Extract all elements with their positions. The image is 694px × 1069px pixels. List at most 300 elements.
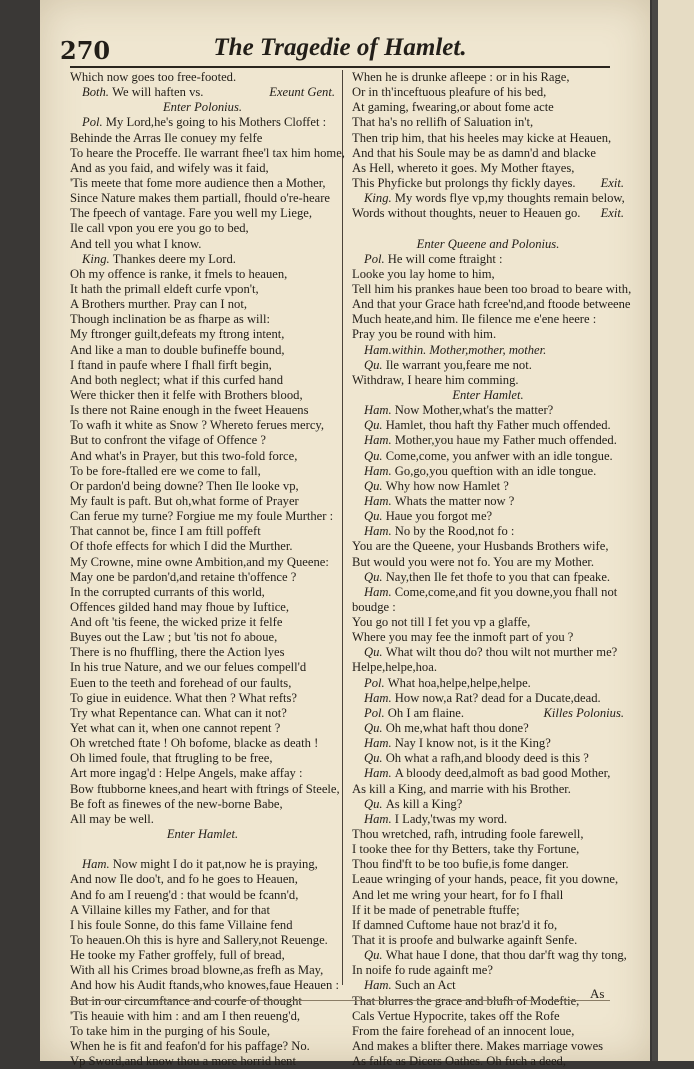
line-text: Hamlet, thou haft thy Father much offended.: [385, 418, 611, 433]
stage-direction-inline: Exit.: [600, 206, 624, 221]
text-line: [70, 509, 335, 524]
text-line: [352, 115, 624, 130]
line-text: Words without thoughts, neuer to Heauen go.: [352, 206, 581, 221]
text-line: [70, 766, 335, 781]
text-line: [70, 615, 335, 630]
line-text: To be fore-ftalled ere we come to fall,: [70, 463, 261, 478]
text-line: [352, 494, 624, 509]
text-line: [70, 585, 335, 600]
line-text: How now,a Rat? dead for a Ducate,dead.: [394, 690, 601, 705]
line-text: Buyes out the Law ; but 'tis not fo aboue,: [70, 630, 278, 645]
text-line: [70, 524, 335, 539]
speaker-name: Pol.: [364, 675, 388, 690]
line-text: As kill a King, and marrie with his Brother.: [352, 781, 571, 796]
line-text: 'Tis meete that fome more audience then a Mother,: [70, 175, 326, 190]
text-line: [352, 281, 632, 297]
text-line: [352, 343, 624, 358]
text-line: [70, 978, 339, 993]
text-line: [70, 903, 335, 918]
text-line: [352, 948, 627, 963]
line-text: Try what Repentance can. What can it not?: [70, 705, 287, 720]
text-line: [70, 206, 335, 221]
speaker-name: Pol.: [364, 251, 388, 266]
text-line: [352, 660, 624, 675]
line-text: Ile call vpon you ere you go to bed,: [70, 221, 249, 236]
text-line: [352, 706, 624, 721]
speaker-name: Qu.: [364, 645, 386, 660]
speaker-name: Ham.: [364, 584, 395, 599]
text-line: [352, 221, 624, 236]
line-text: Oh I am flaine.: [387, 705, 465, 720]
text-line: [70, 797, 335, 812]
line-text: I tooke thee for thy Betters, take thy Fortune,: [352, 842, 580, 857]
text-line: [70, 857, 335, 872]
speaker-name: Qu.: [364, 721, 386, 736]
line-text: To take him in the purging of his Soule,: [70, 1023, 271, 1038]
text-line: [70, 570, 335, 585]
text-line: [352, 433, 624, 448]
speaker-name: Ham.: [364, 978, 395, 993]
speaker-name: King.: [364, 191, 395, 206]
line-text: When he is drunke afleepe : or in his Rage,: [352, 70, 570, 84]
line-text: All may be well.: [70, 811, 154, 826]
line-text: Then trip him, that his heeles may kicke at Heauen,: [352, 130, 612, 145]
line-text: Oh limed foule, that ftrugling to be free,: [70, 751, 273, 766]
line-text: That ha's no rellifh of Saluation in't,: [352, 115, 534, 130]
speaker-name: Qu.: [364, 796, 386, 811]
line-text: What haue I done, that thou dar'ft wag thy tong,: [385, 948, 627, 963]
line-text: Offences gilded hand may fhoue by Iuftice,: [70, 599, 290, 614]
text-line: [352, 146, 624, 161]
line-text: A Brothers murther. Pray can I not,: [70, 297, 247, 312]
speaker-name: Ham.: [364, 690, 395, 705]
text-line: [352, 691, 624, 706]
stage-direction: [70, 827, 335, 842]
line-text: My ftronger guilt,defeats my ftrong intent,: [70, 327, 285, 342]
line-text: If it be made of penetrable ftuffe;: [352, 902, 520, 917]
text-line: [352, 827, 624, 842]
line-text: Come,come, you anfwer with an idle tongue.: [385, 448, 613, 463]
line-text: My Crowne, mine owne Ambition,and my Queene:: [70, 554, 329, 569]
text-line: [352, 1024, 624, 1039]
line-text: And like a man to double bufineffe bound,: [70, 342, 285, 357]
text-line: [70, 706, 335, 721]
line-text: Euen to the teeth and forehead of our faults,: [70, 675, 292, 690]
speaker-name: Ham.: [364, 463, 395, 478]
line-text: My Lord,he's going to his Mothers Cloffet :: [105, 115, 327, 130]
line-text: Be foft as finewes of the new-borne Babe,: [70, 796, 283, 811]
text-line: [352, 509, 624, 524]
text-line: [352, 85, 624, 100]
line-text: Ham.within. Mother,mother, mother.: [364, 342, 547, 357]
line-text: We will haften vs.: [112, 85, 204, 100]
text-line: [70, 918, 335, 933]
line-text: Which now goes too free-footed.: [70, 70, 237, 84]
line-text: That cannot be, fince I am ftill poffeft: [70, 524, 261, 539]
text-line: [70, 70, 335, 85]
line-text: Now might I do it pat,now he is praying,: [112, 857, 318, 872]
text-line: [352, 418, 624, 433]
line-text: Why how now Hamlet ?: [385, 478, 509, 493]
line-text: Oh my offence is ranke, it fmels to heauen,: [70, 266, 288, 281]
text-line: [70, 888, 335, 903]
line-text: And that his Soule may be as damn'd and blacke: [352, 145, 596, 160]
line-text: What wilt thou do? thou wilt not murther me?: [385, 645, 618, 660]
speaker-name: Both.: [82, 85, 113, 100]
line-text: Were thicker then it felfe with Brothers blood,: [70, 387, 303, 402]
text-line: [70, 464, 335, 479]
text-line: [352, 191, 624, 206]
text-line: [352, 161, 624, 176]
catchword: As: [590, 986, 605, 1001]
text-line: [352, 176, 624, 191]
text-line: [352, 585, 624, 600]
line-text: Can ferue my turne? Forgiue me my foule Murther :: [70, 509, 334, 524]
text-line: [352, 100, 624, 115]
line-text: And tell you what I know.: [70, 236, 202, 251]
text-line: [352, 297, 631, 312]
line-text: May one be pardon'd,and retaine th'offence ?: [70, 569, 297, 584]
text-line: [352, 449, 624, 464]
text-line: [70, 297, 335, 312]
text-line: [70, 237, 335, 252]
text-line: [352, 539, 624, 554]
column-divider: [342, 70, 343, 985]
line-text: A bloody deed,almoft as bad good Mother,: [394, 766, 611, 781]
line-text: Or in th'inceftuous pleafure of his bed,: [352, 85, 547, 100]
line-text: And fo am I reueng'd : that would be fcann'd,: [70, 887, 299, 902]
line-text: Enter Queene and Polonius.: [416, 236, 560, 251]
line-text: If damned Cuftome haue not braz'd it fo,: [352, 917, 558, 932]
text-line: [70, 1039, 335, 1054]
text-line: [352, 1054, 624, 1069]
line-text: But to confront the vifage of Offence ?: [70, 433, 266, 448]
line-text: And both neglect; what if this curfed hand: [70, 372, 283, 387]
text-line: [70, 85, 335, 100]
line-text: And how his Audit ftands,who knowes,faue Heauen :: [70, 978, 339, 993]
speaker-name: Qu.: [364, 751, 386, 766]
speaker-name: Ham.: [364, 403, 395, 418]
line-text: It hath the primall eldeft curfe vpon't,: [70, 281, 259, 296]
line-text: And makes a blifter there. Makes marriage vowes: [352, 1039, 604, 1053]
line-text: Enter Hamlet.: [166, 827, 239, 842]
line-text: Enter Polonius.: [162, 100, 243, 115]
stage-direction: [352, 388, 624, 403]
line-text: Much heate,and him. Ile filence me e'ene heere :: [352, 312, 597, 327]
text-line: [352, 766, 624, 781]
line-text: With all his Crimes broad blowne,as frefh as May,: [70, 963, 324, 978]
line-text: No by the Rood,not fo :: [394, 524, 515, 539]
line-text: Enter Hamlet.: [452, 387, 524, 402]
text-line: [70, 191, 335, 206]
text-line: [70, 751, 335, 766]
line-text: And oft 'tis feene, the wicked prize it felfe: [70, 615, 283, 630]
line-text: Thou wretched, rafh, intruding foole farewell,: [352, 827, 584, 842]
running-title: The Tragedie of Hamlet.: [213, 34, 467, 61]
text-line: [352, 842, 624, 857]
text-line: [352, 933, 624, 948]
text-line: [352, 751, 624, 766]
text-line: [352, 403, 624, 418]
line-text: Helpe,helpe,hoa.: [352, 660, 437, 675]
facing-page-edge: [652, 0, 694, 1061]
speaker-name: Qu.: [364, 357, 386, 372]
text-line: [352, 252, 624, 267]
line-text: From the faire forehead of an innocent loue,: [352, 1023, 575, 1038]
text-line: [70, 145, 345, 161]
text-line: [352, 373, 624, 388]
line-text: boudge :: [352, 599, 396, 614]
line-text: You are the Queene, your Husbands Brothers wife,: [352, 539, 609, 554]
line-text: I his foule Sonne, do this fame Villaine fend: [70, 917, 293, 932]
text-line: [352, 963, 624, 978]
text-line: [70, 267, 335, 282]
text-line: [70, 555, 335, 570]
text-line: [70, 312, 335, 327]
stage-direction: [70, 100, 335, 115]
line-text: Leaue wringing of your hands, peace, fit you downe,: [352, 872, 619, 887]
line-text: What hoa,helpe,helpe,helpe.: [387, 675, 531, 690]
line-text: Haue you forgot me?: [385, 509, 493, 524]
line-text: In noife fo rude againft me?: [352, 963, 493, 978]
text-line: [70, 994, 335, 1009]
text-line: [352, 600, 624, 615]
line-text: And that your Grace hath fcree'nd,and ftoode betweene: [352, 297, 631, 312]
text-line: [70, 1054, 335, 1069]
line-text: This Phyficke but prolongs thy fickly dayes.: [352, 175, 576, 190]
footer-rule: [70, 1000, 610, 1001]
line-text: I Lady,'twas my word.: [394, 811, 508, 826]
text-line: [70, 1024, 335, 1039]
line-text: Ile warrant you,feare me not.: [385, 357, 532, 372]
line-text: As falfe as Dicers Oathes. Oh fuch a deed,: [352, 1054, 567, 1069]
text-line: [352, 131, 624, 146]
line-text: Vp Sword,and know thou a more horrid hent: [70, 1054, 296, 1069]
text-line: [70, 449, 335, 464]
text-line: [352, 464, 624, 479]
text-line: [70, 388, 335, 403]
text-line: [352, 1039, 624, 1054]
text-line: [352, 918, 624, 933]
line-text: To wafh it white as Snow ? Whereto ferues mercy,: [70, 418, 325, 433]
line-text: And now Ile doo't, and fo he goes to Heauen,: [70, 872, 298, 887]
text-line: [70, 630, 335, 645]
line-text: Or pardon'd being downe? Then Ile looke vp,: [70, 478, 299, 493]
text-line: [70, 131, 335, 146]
line-text: To heauen.Oh this is hyre and Sallery,not Reuenge.: [70, 933, 328, 948]
speaker-name: Qu.: [364, 569, 386, 584]
text-line: [352, 1009, 624, 1024]
speaker-name: Ham.: [364, 433, 395, 448]
text-line: [352, 736, 624, 751]
text-line: [352, 206, 624, 221]
speaker-name: Qu.: [364, 478, 386, 493]
line-text: As kill a King?: [385, 796, 463, 811]
text-line: [352, 812, 624, 827]
line-text: Behinde the Arras Ile conuey my felfe: [70, 130, 263, 145]
line-text: Art more ingag'd : Helpe Angels, make affay :: [70, 766, 303, 781]
text-line: [70, 373, 335, 388]
line-text: Withdraw, I heare him comming.: [352, 372, 519, 387]
line-text: Go,go,you queftion with an idle tongue.: [394, 463, 597, 478]
line-text: As Hell, whereto it goes. My Mother ftayes,: [352, 160, 575, 175]
text-line: [70, 176, 335, 191]
speaker-name: Ham.: [364, 811, 395, 826]
line-text: I ftand in paufe where I fhall firft begin,: [70, 357, 272, 372]
line-text: Though inclination be as fharpe as will:: [70, 312, 271, 327]
line-text: Where you may fee the inmoft part of you ?: [352, 630, 574, 645]
text-line: [352, 721, 624, 736]
text-line: [70, 963, 335, 978]
text-line: [70, 1009, 335, 1024]
line-text: My words flye vp,my thoughts remain below,: [394, 191, 625, 206]
line-text: My fault is paft. But oh,what forme of Prayer: [70, 493, 299, 508]
text-line: [70, 645, 335, 660]
text-line: [70, 721, 335, 736]
left-text-column: [70, 70, 345, 1069]
line-text: Thou find'ft to be too bufie,is fome danger.: [352, 857, 569, 872]
line-text: When he is fit and feafon'd for his paffage? No.: [70, 1039, 310, 1053]
text-line: [70, 343, 335, 358]
text-line: [70, 676, 335, 691]
line-text: To heare the Proceffe. Ile warrant fhee'l tax him home,: [70, 145, 345, 160]
line-text: Oh what a rafh,and bloody deed is this ?: [385, 751, 589, 766]
speaker-name: Pol.: [364, 705, 388, 720]
line-text: Tell him his prankes haue been too broad to beare with,: [352, 281, 632, 296]
line-text: But would you were not fo. You are my Mother.: [352, 554, 595, 569]
stage-direction-inline: Exit.: [600, 175, 624, 190]
line-text: Nay I know not, is it the King?: [394, 736, 551, 751]
text-line: [352, 358, 624, 373]
speaker-name: Qu.: [364, 509, 386, 524]
text-line: [352, 888, 624, 903]
text-line: [70, 539, 335, 554]
line-text: 'Tis heauie with him : and am I then reueng'd,: [70, 1008, 301, 1023]
line-text: Pray you be round with him.: [352, 327, 497, 342]
line-text: Looke you lay home to him,: [352, 266, 495, 281]
line-text: Cals Vertue Hypocrite, takes off the Rofe: [352, 1008, 560, 1023]
speaker-name: Qu.: [364, 948, 386, 963]
speaker-name: Ham.: [364, 736, 395, 751]
text-line: [352, 312, 624, 327]
text-line: [70, 494, 335, 509]
text-line: [70, 403, 335, 418]
right-text-column: [352, 70, 632, 1069]
text-line: [352, 570, 624, 585]
text-line: [352, 267, 624, 282]
text-line: [70, 872, 335, 887]
line-text: That blurres the grace and blufh of Modeftie,: [352, 993, 580, 1008]
text-line: [70, 812, 335, 827]
line-text: You go not till I fet you vp a glaffe,: [352, 615, 531, 630]
page-header: [60, 30, 620, 70]
text-line: [70, 933, 335, 948]
line-text: Come,come,and fit you downe,you fhall not: [394, 584, 618, 599]
line-text: Bow ftubborne knees,and heart with ftrings of Steele,: [70, 781, 340, 796]
text-line: [70, 660, 335, 675]
text-line: [70, 479, 335, 494]
line-text: Nay,then Ile fet thofe to you that can fpeake.: [385, 569, 611, 584]
stage-direction: [352, 237, 624, 252]
text-line: [352, 555, 624, 570]
text-line: [70, 781, 340, 797]
speaker-name: King.: [82, 251, 113, 266]
line-text: Is there not Raine enough in the fweet Heauens: [70, 403, 309, 418]
page-number: 270: [60, 36, 111, 65]
line-text: At gaming, fwearing,or about fome acte: [352, 100, 554, 115]
line-text: Oh wretched ftate ! Oh bofome, blacke as death !: [70, 736, 319, 751]
speaker-name: Ham.: [364, 766, 395, 781]
text-line: [70, 842, 335, 857]
text-line: [352, 630, 624, 645]
text-line: [70, 161, 335, 176]
line-text: Thankes deere my Lord.: [112, 251, 236, 266]
speaker-name: Ham.: [364, 524, 395, 539]
header-rule: [70, 66, 610, 68]
line-text: Whats the matter now ?: [394, 493, 515, 508]
stage-direction-inline: Exeunt Gent.: [269, 85, 335, 100]
speaker-name: Qu.: [364, 448, 386, 463]
text-line: [70, 948, 335, 963]
text-line: [352, 676, 624, 691]
text-line: [352, 872, 624, 887]
line-text: Mother,you haue my Father much offended.: [394, 433, 617, 448]
text-line: [70, 600, 335, 615]
line-text: A Villaine killes my Father, and for that: [70, 902, 270, 917]
line-text: In the corrupted currants of this world,: [70, 584, 265, 599]
text-line: [70, 691, 335, 706]
text-line: [352, 645, 624, 660]
line-text: And as you faid, and wifely was it faid,: [70, 160, 269, 175]
text-line: [70, 221, 335, 236]
text-line: [352, 524, 624, 539]
text-line: [352, 903, 624, 918]
line-text: Of thofe effects for which I did the Murther.: [70, 539, 293, 554]
text-line: [352, 857, 624, 872]
line-text: In his true Nature, and we our felues compell'd: [70, 660, 307, 675]
speaker-name: Ham.: [364, 493, 395, 508]
line-text: Oh me,what haft thou done?: [385, 721, 529, 736]
text-line: [352, 479, 624, 494]
text-line: [70, 418, 335, 433]
line-text: Yet what can it, when one cannot repent ?: [70, 721, 281, 736]
text-line: [70, 252, 335, 267]
line-text: Now Mother,what's the matter?: [394, 403, 554, 418]
stage-direction-inline: Killes Polonius.: [543, 705, 624, 720]
line-text: And let me wring your heart, for fo I fhall: [352, 887, 564, 902]
line-text: He will come ftraight :: [387, 251, 503, 266]
text-line: [352, 70, 624, 85]
speaker-name: Qu.: [364, 418, 386, 433]
line-text: Such an Act: [394, 978, 456, 993]
line-text: He tooke my Father groffely, full of bread,: [70, 948, 285, 963]
line-text: That it is proofe and bulwarke againft Senfe.: [352, 933, 578, 948]
text-line: [352, 978, 624, 993]
text-line: [352, 615, 624, 630]
line-text: To giue in euidence. What then ? What refts?: [70, 690, 298, 705]
line-text: The fpeech of vantage. Fare you well my Liege,: [70, 206, 312, 221]
line-text: And what's in Prayer, but this two-fold force,: [70, 448, 298, 463]
text-line: [352, 994, 624, 1009]
line-text: But in our circumftance and courfe of thought: [70, 993, 302, 1008]
text-line: [70, 358, 335, 373]
text-line: [70, 327, 335, 342]
line-text: There is no fhuffling, there the Action lyes: [70, 645, 285, 660]
text-line: [70, 282, 335, 297]
line-text: Since Nature makes them partiall, fhould o're-heare: [70, 191, 330, 206]
speaker-name: Ham.: [82, 857, 113, 872]
text-line: [70, 115, 335, 130]
